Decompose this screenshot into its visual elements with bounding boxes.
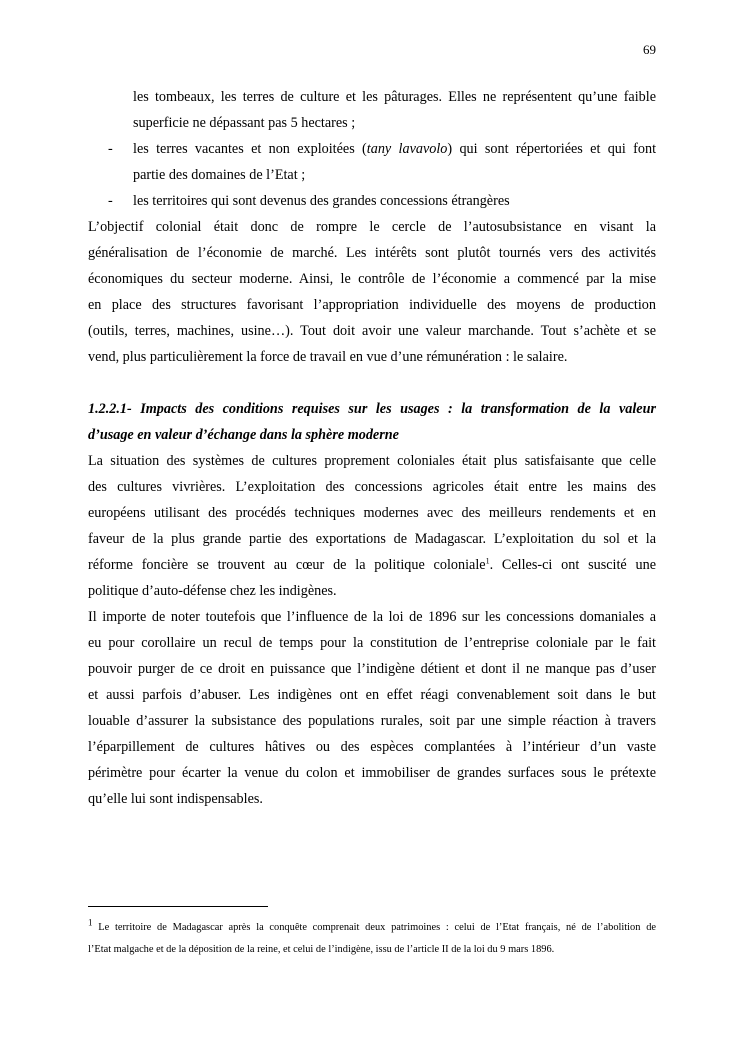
footnote xyxy=(88,917,656,961)
bullet-vacant-text-before: les terres vacantes et non exploitées ( xyxy=(133,141,367,157)
paragraph-line: Il importe de noter toutefois que l’influence de la loi de 1896 sur les concessions domaniales a xyxy=(88,609,656,625)
line-text-after-footnote: . Celles-ci ont suscité une xyxy=(489,557,656,573)
footnote-line-1 xyxy=(88,917,656,939)
bullet-vacant-italic-term: tany lavavolo xyxy=(366,141,448,157)
paragraph-line: européens utilisant des procédés techniques modernes avec des meilleurs rendements et en xyxy=(88,505,656,521)
section-heading-line-2: d’usage en valeur d’échange dans la sphère moderne xyxy=(88,427,399,443)
footnote-marker: 1 xyxy=(88,917,93,928)
bullet-concessions-text: les territoires qui sont devenus des grandes concessions étrangères xyxy=(133,193,510,209)
paragraph-line: et aussi parfois d’abuser. Les indigènes ont en effet réagi convenablement soit dans le but xyxy=(88,687,656,703)
line-text-before-footnote: réforme foncière se trouvent au cœur de la politique coloniale xyxy=(88,557,486,573)
footnote-reference[interactable]: 1 xyxy=(485,556,490,566)
paragraph-line: La situation des systèmes de cultures proprement coloniales était plus satisfaisante que celle xyxy=(88,453,656,469)
paragraph-colonial-crops xyxy=(88,448,656,604)
paragraph-line xyxy=(88,552,656,578)
paragraph-line: louable d’assurer la subsistance des populations rurales, soit par une simple réaction à travers xyxy=(88,713,656,729)
paragraph-line: périmètre pour écarter la venue du colon et immobiliser de grandes surfaces sous le prétexte xyxy=(88,765,656,781)
bullet-vacant-lands-line-2: partie des domaines de l’Etat ; xyxy=(133,167,306,183)
footnote-text-1: Le territoire de Madagascar après la conquête comprenait deux patrimoines : celui de l’Etat français, né de l’abolition de xyxy=(92,922,656,933)
paragraph-line: (outils, terres, machines, usine…). Tout doit avoir une valeur marchande. Tout s’achète et se xyxy=(88,323,656,339)
bullet-vacant-lands xyxy=(108,136,657,188)
bullet-dash: - xyxy=(108,141,113,157)
paragraph-line: L’objectif colonial était donc de rompre le cercle de l’autosubsistance en visant la xyxy=(88,219,656,235)
paragraph-line: l’éparpillement de cultures hâtives ou des espèces complantées à l’intérieur d’un vaste xyxy=(88,739,656,755)
bullet-vacant-text-after: ) qui sont répertoriées et qui font xyxy=(447,141,657,157)
paragraph-colonial-objective xyxy=(88,214,656,370)
bullet-continued-line-2: superficie ne dépassant pas 5 hectares ; xyxy=(133,115,356,131)
paragraph-line: des cultures vivrières. L’exploitation des concessions agricoles était entre les mains des xyxy=(88,479,656,495)
paragraph-line: politique d’auto-défense chez les indigènes. xyxy=(88,583,337,599)
page-body xyxy=(88,84,656,812)
footnote-line-2: l’Etat malgache et de la déposition de la reine, et celui de l’indigène, issu de l’article II de la loi du 9 mars 1896. xyxy=(88,944,555,955)
section-heading-line-1: 1.2.2.1- Impacts des conditions requises sur les usages : la transformation de la valeur xyxy=(88,401,656,417)
paragraph-law-1896 xyxy=(88,604,656,812)
paragraph-line: généralisation de l’économie de marché. Les intérêts sont plutôt tournés vers des activités xyxy=(88,245,656,261)
footnote-separator xyxy=(88,906,268,907)
bullet-continued-line-1: les tombeaux, les terres de culture et les pâturages. Elles ne représentent qu’une faible xyxy=(133,89,656,105)
paragraph-line: en place des structures favorisant l’appropriation individuelle des moyens de production xyxy=(88,297,656,313)
bullet-dash: - xyxy=(108,193,113,209)
paragraph-line: qu’elle lui sont indispensables. xyxy=(88,791,263,807)
bullet-vacant-lands-line-1 xyxy=(133,136,656,162)
paragraph-line: vend, plus particulièrement la force de travail en vue d’une rémunération : le salaire. xyxy=(88,349,568,365)
paragraph-line: économiques du secteur moderne. Ainsi, le contrôle de l’économie a commencé par la mise xyxy=(88,271,656,287)
section-heading xyxy=(88,396,656,448)
page-number: 69 xyxy=(643,42,656,57)
bullet-concessions xyxy=(108,188,656,214)
paragraph-line: pouvoir purger de ce droit en puissance que l’indigène détient et dont il ne manque pas d’user xyxy=(88,661,656,677)
paragraph-line: faveur de la plus grande partie des exportations de Madagascar. L’exploitation du sol et la xyxy=(88,531,656,547)
paragraph-line: eu pour corollaire un recul de temps pour la constitution de l’entreprise coloniale par le fait xyxy=(88,635,656,651)
